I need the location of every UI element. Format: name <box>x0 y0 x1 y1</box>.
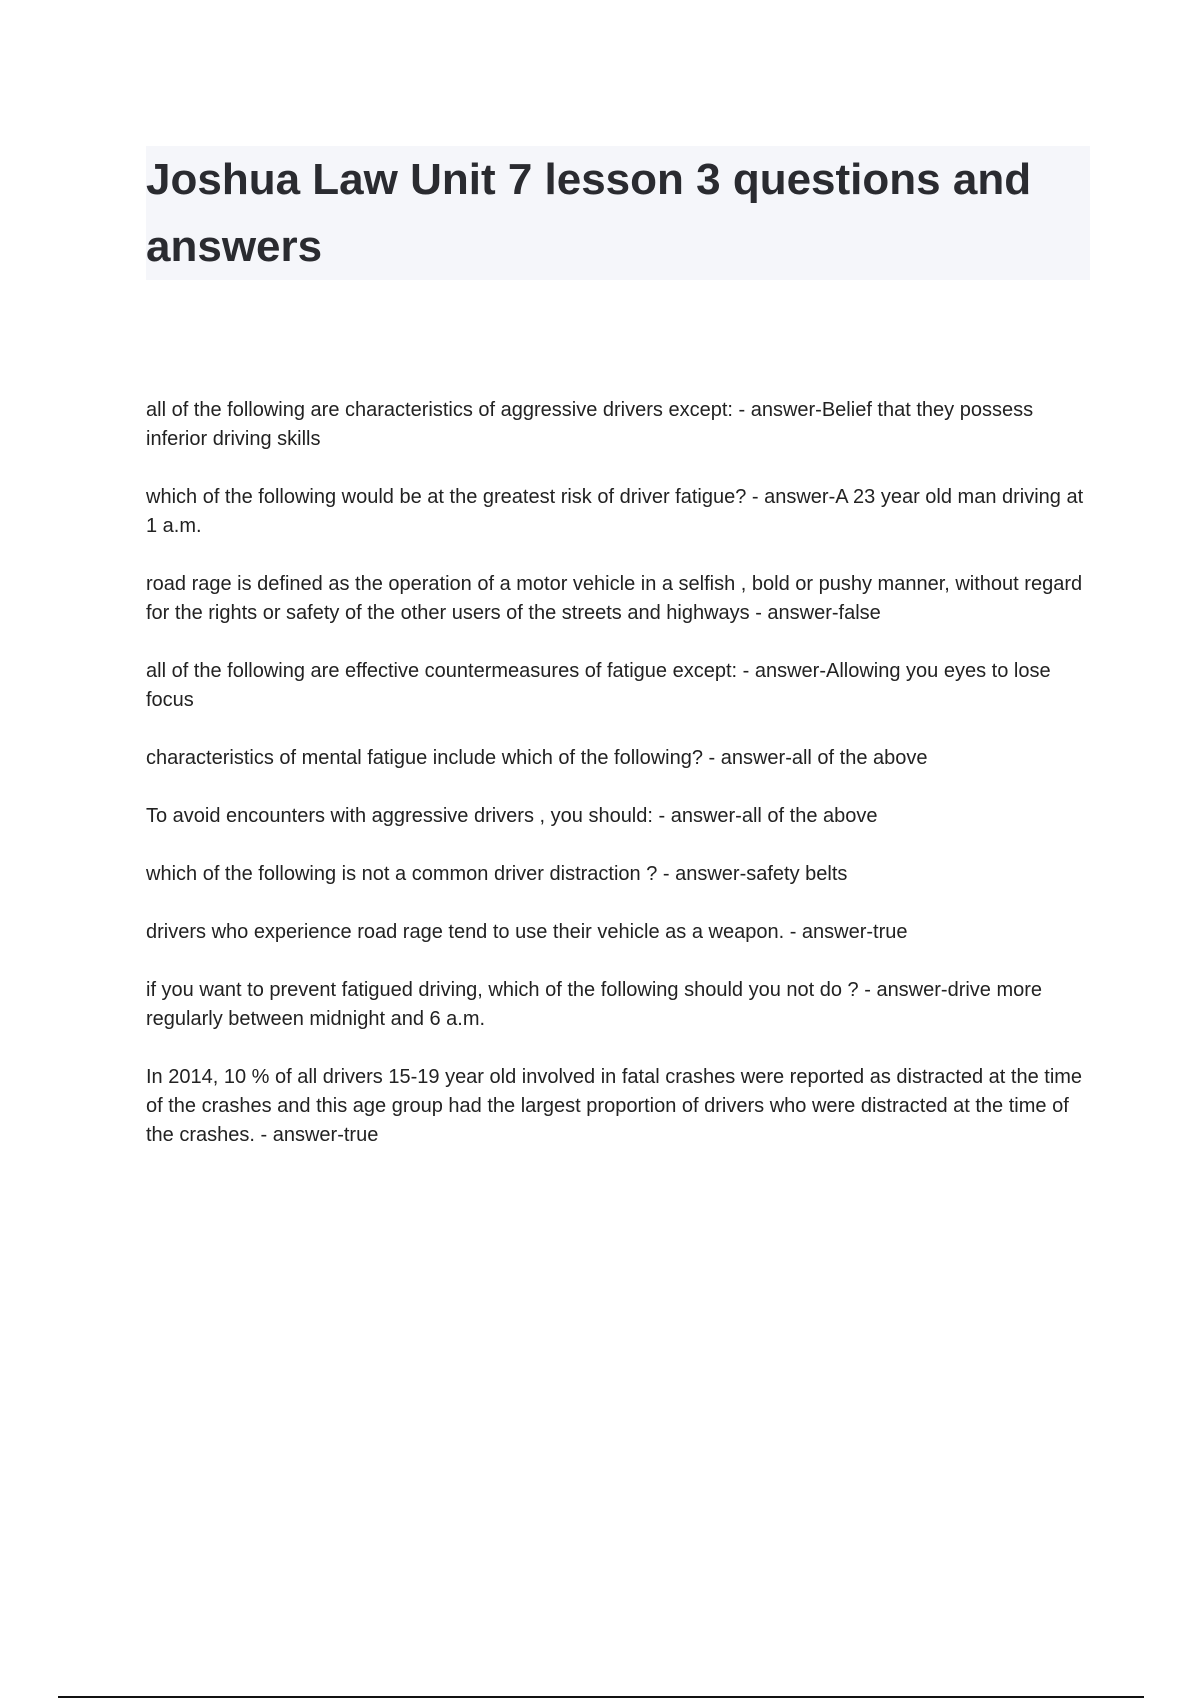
qa-item: which of the following is not a common driver distraction ? - answer-safety belts <box>146 863 848 885</box>
qa-item: road rage is defined as the operation of a motor vehicle in a selfish , bold or pushy manner, without regard for the rights or safety of the other users of the streets and highways - answer-false <box>146 573 1083 624</box>
qa-item: all of the following are characteristics of aggressive drivers except: - answer-Belief that they possess inferior driving skills <box>146 399 1034 450</box>
qa-item: all of the following are effective countermeasures of fatigue except: - answer-Allowing you eyes to lose focus <box>146 660 1051 711</box>
footer-divider <box>58 1696 1144 1698</box>
qa-item: To avoid encounters with aggressive drivers , you should: - answer-all of the above <box>146 805 878 827</box>
qa-list <box>146 396 1096 1179</box>
qa-item: In 2014, 10 % of all drivers 15-19 year old involved in fatal crashes were reported as distracted at the time of the crashes and this age group had the largest proportion of drivers who were distracted at the time of the crashes. - answer-true <box>146 1066 1083 1146</box>
qa-item: if you want to prevent fatigued driving, which of the following should you not do ? - answer-drive more regularly between midnight and 6 a.m. <box>146 979 1043 1030</box>
title-block <box>146 146 1090 280</box>
document-title: Joshua Law Unit 7 lesson 3 questions and answers <box>146 155 1032 271</box>
qa-item: characteristics of mental fatigue include which of the following? - answer-all of the above <box>146 747 928 769</box>
qa-item: which of the following would be at the greatest risk of driver fatigue? - answer-A 23 year old man driving at 1 a.m. <box>146 486 1084 537</box>
qa-item: drivers who experience road rage tend to use their vehicle as a weapon. - answer-true <box>146 921 908 943</box>
